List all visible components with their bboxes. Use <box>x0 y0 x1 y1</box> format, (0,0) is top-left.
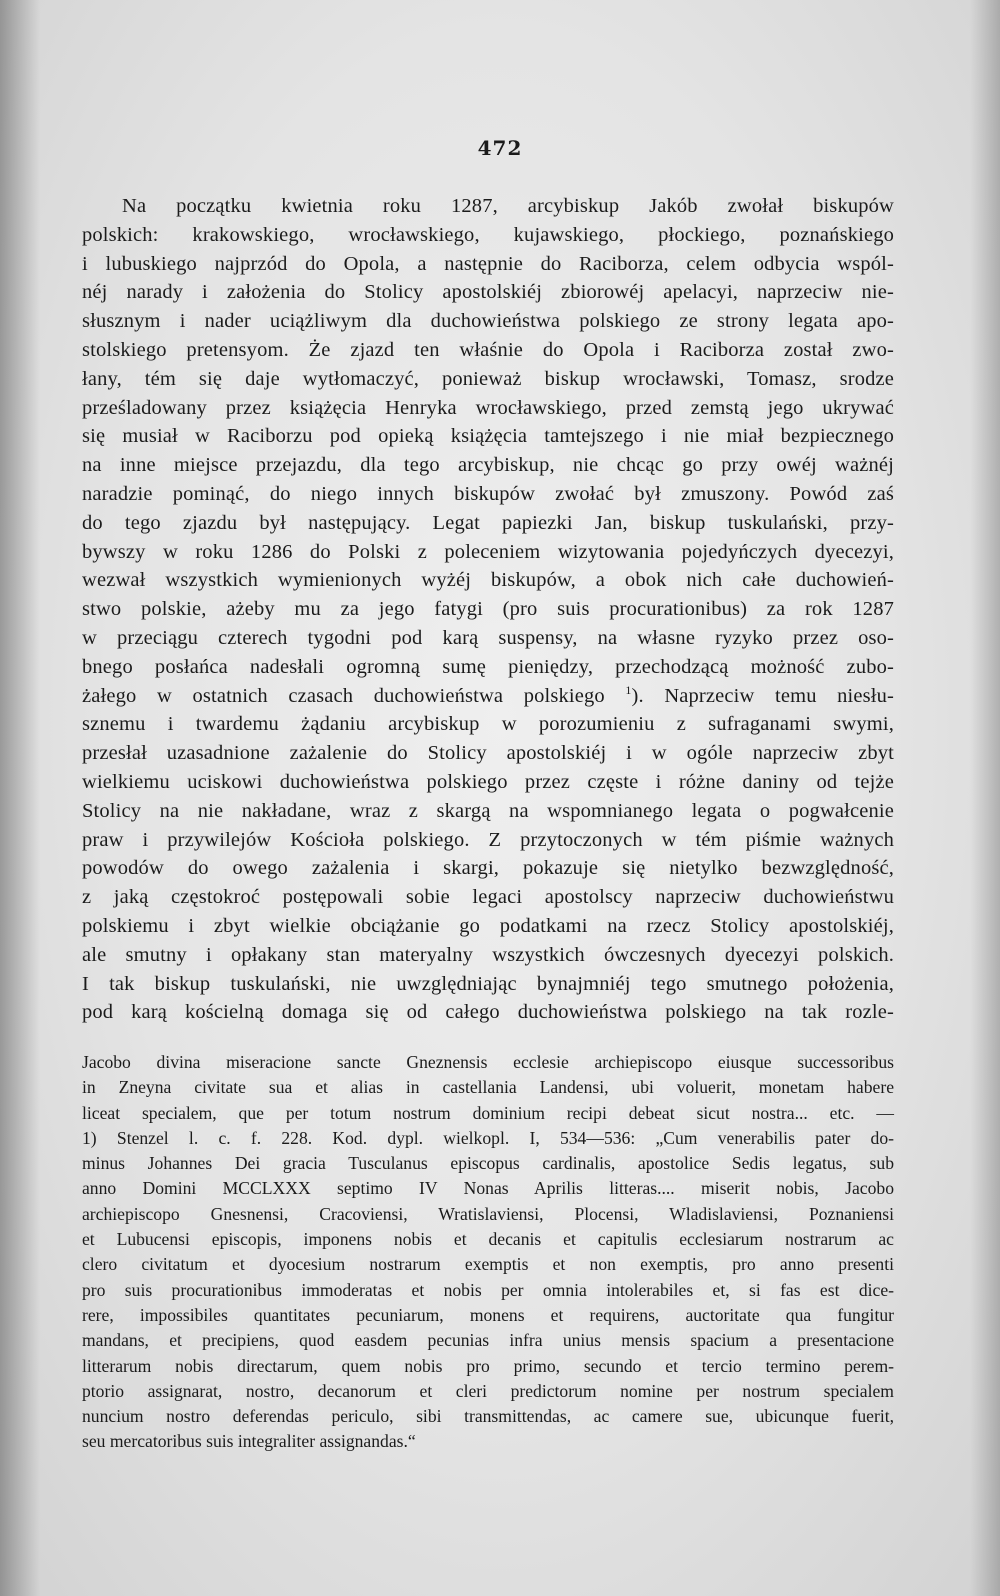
text-line: Na początku kwietnia roku 1287, arcybiskup Jakób zwołał biskupów <box>122 195 894 217</box>
text-line-with-footnote-ref <box>82 682 894 711</box>
text-segment: żałego w ostatnich czasach duchowieństwa polskiego <box>82 684 605 707</box>
footnote-line: minus Johannes Dei gracia Tusculanus episcopus cardinalis, apostolice Sedis legatus, sub <box>82 1153 894 1174</box>
footnote-line: seu mercatoribus suis integraliter assignandas.“ <box>82 1431 416 1452</box>
text-line: polskiemu i zbyt wielkie obciążanie go podatkami na rzecz Stolicy apostolskiéj, <box>82 914 894 937</box>
text-segment: ). Naprzeciw temu niesłu- <box>631 684 894 707</box>
footnote-line: nuncium nostro deferendas periculo, sibi transmittendas, ac camere sue, ubicunque fuerit, <box>82 1406 894 1427</box>
text-line: sznemu i twardemu żądaniu arcybiskup w porozumieniu z sufraganami swymi, <box>82 713 894 736</box>
footnote-line: ptorio assignarat, nostro, decanorum et cleri predictorum nomine per nostrum specialem <box>82 1380 894 1401</box>
text-line: pod karą kościelną domaga się od całego duchowieństwa polskiego na tak rozle- <box>82 1001 894 1024</box>
footnote-line: in Zneyna civitate sua et alias in castellania Landensi, ubi voluerit, monetam habere <box>82 1077 894 1098</box>
text-line: łany, tém się daje wytłomaczyć, ponieważ biskup wrocławski, Tomasz, srodze <box>82 367 894 390</box>
text-line: na inne miejsce przejazdu, dla tego arcybiskup, nie chcąc go przy owéj ważnéj <box>82 454 894 477</box>
footnote-marker: 1) <box>82 1127 97 1148</box>
text-line: słusznym i nader uciążliwym dla duchowieństwa polskiego ze strony legata apo- <box>82 310 894 333</box>
text-line: wezwał wszystkich wymienionych wyżéj biskupów, a obok nich całe duchowień- <box>82 569 894 592</box>
footnote-line: archiepiscopo Gnesnensi, Cracoviensi, Wratislaviensi, Plocensi, Wladislaviensi, Poznaniensi <box>82 1203 894 1224</box>
footnote-line: clero civitatum et dyocesium nostrarum exemptis et non exemptis, pro anno presenti <box>82 1254 894 1275</box>
text-segment: Stenzel l. c. f. 228. Kod. dypl. wielkopl. I, 534—536: „Cum venerabilis pater do- <box>116 1127 894 1148</box>
text-line: ale smutny i opłakany stan materyalny wszystkich ówczesnych dyecezyi polskich. <box>82 943 894 966</box>
text-line: z jaką częstokroć postępowali sobie legaci apostolscy naprzeciw duchowieństwu <box>82 886 894 909</box>
text-line: bywszy w roku 1286 do Polski z poleceniem wizytowania pojedyńczych dyecezyi, <box>82 540 894 563</box>
text-line: bnego posłańca nadesłali ogromną sumę pieniędzy, przechodzącą możność zubo- <box>82 655 894 678</box>
footnote-line: litterarum nobis directarum, quem nobis pro primo, secundo et tercio termino perem- <box>82 1355 894 1376</box>
footnote-reference: 1 <box>625 682 632 697</box>
text-line: Stolicy na nie nakładane, wraz z skargą na wspomnianego legata o pogwałcenie <box>82 799 894 822</box>
text-line: prześladowany przez książęcia Henryka wrocławskiego, przed zemstą jego ukrywać <box>82 396 894 419</box>
footnote-line: mandans, et precipiens, quod easdem pecunias infra unius mensis spacium a presentacione <box>82 1330 894 1351</box>
footnote-line: anno Domini MCCLXXX septimo IV Nonas Aprilis litteras.... miserit nobis, Jacobo <box>82 1178 894 1199</box>
page-number: 472 <box>477 136 523 160</box>
text-line: stwo polskie, ażeby mu za jego fatygi (pro suis procurationibus) za rok 1287 <box>82 598 894 621</box>
text-line: praw i przywilejów Kościoła polskiego. Z przytoczonych w tém piśmie ważnych <box>82 828 894 851</box>
footnote-line: et Lubucensi episcopis, imponens nobis et decanis et capitulis ecclesiarum nostrarum ac <box>82 1229 894 1250</box>
footnotes <box>82 1050 894 1455</box>
text-line: powodów do owego zażalenia i skargi, pokazuje się nietylko bezwzględność, <box>82 857 894 880</box>
footnote-line: rere, impossibiles quantitates pecuniarum, monens et requirens, auctoritate qua fungitur <box>82 1304 894 1325</box>
text-line: wielkiemu uciskowi duchowieństwa polskiego przez częste i różne daniny od tejże <box>82 770 894 793</box>
text-line: do tego zjazdu był następujący. Legat papiezki Jan, biskup tuskulański, przy- <box>82 511 894 534</box>
text-line: néj narady i założenia do Stolicy apostolskiéj zbiorowéj apelacyi, naprzeciw nie- <box>82 281 894 304</box>
footnote-line: liceat specialem, que per totum nostrum dominium recipi debeat sicut nostra... etc. — <box>82 1102 894 1123</box>
text-line: I tak biskup tuskulański, nie uwzględniając bynajmniéj tego smutnego położenia, <box>82 972 894 995</box>
footnote-line: Jacobo divina miseracione sancte Gneznensis ecclesie archiepiscopo eiusque successoribus <box>82 1052 894 1072</box>
text-line: przesłał uzasadnione zażalenie do Stolicy apostolskiéj i w ogóle naprzeciw zbyt <box>82 742 894 765</box>
main-text <box>82 192 894 1027</box>
text-line: stolskiego pretensyom. Że zjazd ten właśnie do Opola i Raciborza został zwo- <box>82 338 894 361</box>
footnote-line-with-marker <box>82 1126 894 1151</box>
text-line: i lubuskiego najprzód do Opola, a następnie do Raciborza, celem odbycia wspól- <box>82 252 894 275</box>
text-line: polskich: krakowskiego, wrocławskiego, kujawskiego, płockiego, poznańskiego <box>82 223 894 246</box>
text-line: się musiał w Raciborzu pod opieką książęcia tamtejszego i nie miał bezpiecznego <box>82 425 894 448</box>
text-line: naradzie pominąć, do niego innych biskupów zwołać był zmuszony. Powód zaś <box>82 482 894 505</box>
text-line: w przeciągu czterech tygodni pod karą suspensy, na własne ryzyko przez oso- <box>82 626 894 649</box>
footnote-line: pro suis procurationibus immoderatas et nobis per omnia intolerabiles et, si fas est dice- <box>82 1279 894 1300</box>
